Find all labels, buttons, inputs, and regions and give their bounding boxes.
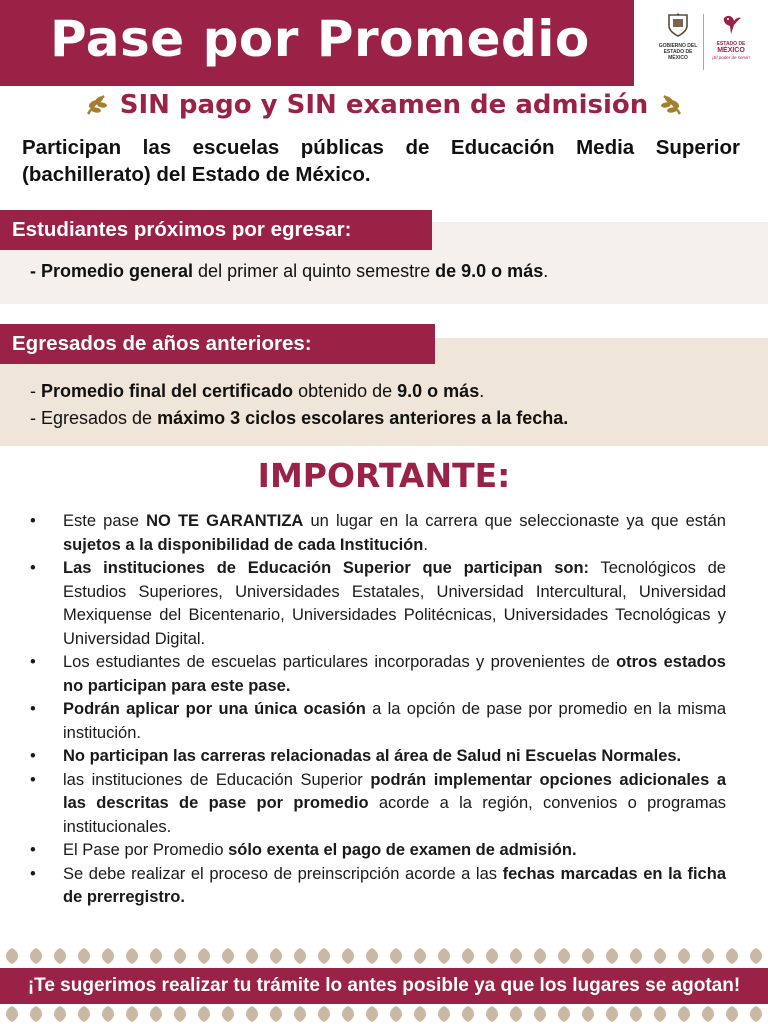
text-segment: . — [543, 261, 549, 281]
bullet-item — [30, 557, 726, 651]
pattern-leaf-icon — [30, 948, 42, 964]
bullet-dot-icon: • — [30, 841, 36, 859]
pattern-leaf-icon — [174, 1006, 186, 1022]
bold-text: - — [30, 261, 41, 281]
pattern-leaf-icon — [630, 948, 642, 964]
section-students-line — [30, 261, 548, 282]
gov-logo-line3: MÉXICO — [668, 55, 688, 61]
bold-text: sujetos a la disponibilidad de cada Institución — [63, 535, 424, 554]
pattern-leaf-icon — [222, 1006, 234, 1022]
pattern-leaf-icon — [78, 1006, 90, 1022]
bold-text: fechas marcadas en la ficha de prerregistro. — [63, 864, 726, 906]
edomex-logo-big: MÉXICO — [717, 47, 745, 54]
pattern-leaf-icon — [54, 1006, 66, 1022]
leaf-right-icon — [84, 92, 110, 118]
pattern-leaf-icon — [438, 1006, 450, 1022]
pattern-leaf-icon — [390, 948, 402, 964]
text-segment: obtenido de — [293, 381, 398, 401]
pattern-leaf-icon — [342, 948, 354, 964]
bullet-dot-icon: • — [30, 747, 36, 765]
bold-text: Promedio general — [41, 261, 194, 281]
text-segment: - — [30, 381, 41, 401]
shield-seal-icon — [667, 12, 689, 38]
pattern-leaf-icon — [366, 1006, 378, 1022]
pattern-leaf-icon — [150, 1006, 162, 1022]
pattern-leaf-icon — [78, 948, 90, 964]
text-segment: Los estudiantes de escuelas particulares incorporadas y provenientes de — [63, 653, 617, 671]
bold-text: otros estados no participan para este pase. — [63, 653, 726, 695]
intro-paragraph: Participan las escuelas públicas de Educación Media Superior (bachillerato) del Estado de México. — [22, 136, 740, 186]
text-segment: del primer al quinto semestre — [193, 261, 436, 281]
pattern-leaf-icon — [270, 1006, 282, 1022]
pattern-leaf-icon — [318, 948, 330, 964]
pattern-band-bottom — [0, 1004, 768, 1024]
pattern-leaf-icon — [606, 948, 618, 964]
bullet-item — [30, 745, 726, 769]
bullet-dot-icon: • — [30, 770, 36, 789]
important-heading: IMPORTANTE: — [257, 456, 511, 495]
pattern-leaf-icon — [174, 948, 186, 964]
pattern-leaf-icon — [462, 1006, 474, 1022]
edomex-logo-tagline: ¡El poder de servir! — [711, 55, 750, 60]
pattern-leaf-icon — [6, 1006, 18, 1022]
bullet-dot-icon: • — [30, 864, 36, 883]
bullet-item — [30, 863, 726, 910]
pattern-leaf-icon — [414, 948, 426, 964]
text-segment: . — [423, 535, 428, 554]
pattern-leaf-icon — [390, 1006, 402, 1022]
pattern-leaf-icon — [294, 1006, 306, 1022]
pattern-leaf-icon — [702, 1006, 714, 1022]
pattern-leaf-icon — [630, 1006, 642, 1022]
pattern-leaf-icon — [678, 1006, 690, 1022]
pattern-leaf-icon — [246, 1006, 258, 1022]
text-segment: Se debe realizar el proceso de preinscripción acorde a las — [63, 864, 503, 883]
pattern-leaf-icon — [606, 1006, 618, 1022]
pattern-leaf-icon — [726, 1006, 738, 1022]
pattern-leaf-icon — [654, 1006, 666, 1022]
text-segment: . — [479, 381, 485, 401]
bullet-item — [30, 839, 726, 863]
text-segment: El Pase por Promedio — [63, 841, 229, 859]
pattern-leaf-icon — [414, 1006, 426, 1022]
gov-logo-line2: ESTADO DE — [663, 49, 693, 55]
bullet-dot-icon: • — [30, 653, 36, 671]
bold-text: de 9.0 o más — [435, 261, 544, 281]
bold-text: sólo exenta el pago de examen de admisión. — [228, 841, 577, 859]
edomex-logo-small: ESTADO DE — [716, 41, 746, 47]
pattern-leaf-icon — [534, 1006, 546, 1022]
pattern-leaf-icon — [294, 948, 306, 964]
pattern-leaf-icon — [318, 1006, 330, 1022]
bullet-dot-icon: • — [30, 559, 36, 577]
text-segment: las instituciones de Educación Superior — [63, 770, 371, 789]
hummingbird-icon — [720, 12, 742, 36]
bold-text: NO TE GARANTIZA — [146, 512, 304, 530]
bold-text: Promedio final del certificado — [41, 381, 294, 401]
pattern-leaf-icon — [486, 1006, 498, 1022]
pattern-leaf-icon — [126, 948, 138, 964]
section-graduates-line-1 — [30, 381, 484, 402]
pattern-leaf-icon — [438, 948, 450, 964]
pattern-leaf-icon — [558, 1006, 570, 1022]
pattern-leaf-icon — [102, 1006, 114, 1022]
leaf-left-icon — [658, 92, 684, 118]
text-segment: a la opción de pase por promedio en la misma institución. — [63, 700, 726, 742]
pattern-leaf-icon — [582, 1006, 594, 1022]
pattern-leaf-icon — [702, 948, 714, 964]
title-banner — [0, 0, 634, 86]
bullet-item — [30, 769, 726, 840]
pattern-leaf-icon — [462, 948, 474, 964]
gov-logo — [658, 12, 698, 61]
bold-text: podrán implementar opciones adicionales a las descritas de pase por promedio — [63, 770, 726, 812]
bold-text: 9.0 o más — [397, 381, 480, 401]
pattern-leaf-icon — [6, 948, 18, 964]
logos — [650, 12, 755, 74]
bullet-item — [30, 651, 726, 698]
pattern-leaf-icon — [222, 948, 234, 964]
pattern-leaf-icon — [678, 948, 690, 964]
page-title: Pase por Promedio — [50, 10, 590, 68]
section-students-heading: Estudiantes próximos por egresar: — [0, 210, 432, 250]
subtitle-row — [0, 90, 768, 126]
pattern-leaf-icon — [270, 948, 282, 964]
pattern-leaf-icon — [30, 1006, 42, 1022]
pattern-leaf-icon — [510, 1006, 522, 1022]
section-graduates-heading: Egresados de años anteriores: — [0, 324, 435, 364]
edomex-logo — [708, 12, 754, 61]
bullet-item — [30, 698, 726, 745]
pattern-leaf-icon — [246, 948, 258, 964]
bold-text: No participan las carreras relacionadas al área de Salud ni Escuelas Normales. — [63, 747, 682, 765]
bullet-dot-icon: • — [30, 700, 36, 718]
pattern-band-top — [0, 945, 768, 967]
pattern-leaf-icon — [582, 948, 594, 964]
logo-divider — [703, 14, 704, 70]
pattern-leaf-icon — [750, 948, 762, 964]
pattern-leaf-icon — [486, 948, 498, 964]
pattern-leaf-icon — [750, 1006, 762, 1022]
subtitle-text: SIN pago y SIN examen de admisión — [119, 90, 649, 120]
bold-text: máximo 3 ciclos escolares anteriores a la fecha. — [157, 408, 569, 428]
text-segment: - Egresados de — [30, 408, 158, 428]
bullet-item — [30, 510, 726, 557]
section-graduates-line-2 — [30, 408, 568, 429]
pattern-leaf-icon — [198, 948, 210, 964]
pattern-leaf-icon — [150, 948, 162, 964]
pattern-leaf-icon — [558, 948, 570, 964]
bold-text: Las instituciones de Educación Superior que participan son: — [63, 559, 590, 577]
pattern-leaf-icon — [102, 948, 114, 964]
pattern-leaf-icon — [126, 1006, 138, 1022]
pattern-leaf-icon — [510, 948, 522, 964]
pattern-leaf-icon — [54, 948, 66, 964]
important-list — [30, 510, 726, 910]
text-segment: Tecnológicos de Estudios Superiores, Universidades Estatales, Universidad Intercultural, Universidad Mexiquense del Bicentenario, Universidades Politécnicas, Universidades Tecnológicas y Universidad Digital. — [63, 559, 726, 648]
pattern-leaf-icon — [726, 948, 738, 964]
pattern-leaf-icon — [342, 1006, 354, 1022]
footer-banner: ¡Te sugerimos realizar tu trámite lo antes posible ya que los lugares se agotan! — [0, 968, 768, 1004]
text-segment: acorde a la región, convenios o programas institucionales. — [63, 794, 726, 836]
text-segment: un lugar en la carrera que seleccionaste ya que están — [303, 512, 726, 530]
pattern-leaf-icon — [366, 948, 378, 964]
gov-logo-line1: GOBIERNO DEL — [658, 43, 698, 49]
pattern-leaf-icon — [654, 948, 666, 964]
text-segment: Este pase — [63, 512, 147, 530]
bold-text: Podrán aplicar por una única ocasión — [63, 700, 366, 718]
bullet-dot-icon: • — [30, 512, 36, 530]
pattern-leaf-icon — [198, 1006, 210, 1022]
pattern-leaf-icon — [534, 948, 546, 964]
